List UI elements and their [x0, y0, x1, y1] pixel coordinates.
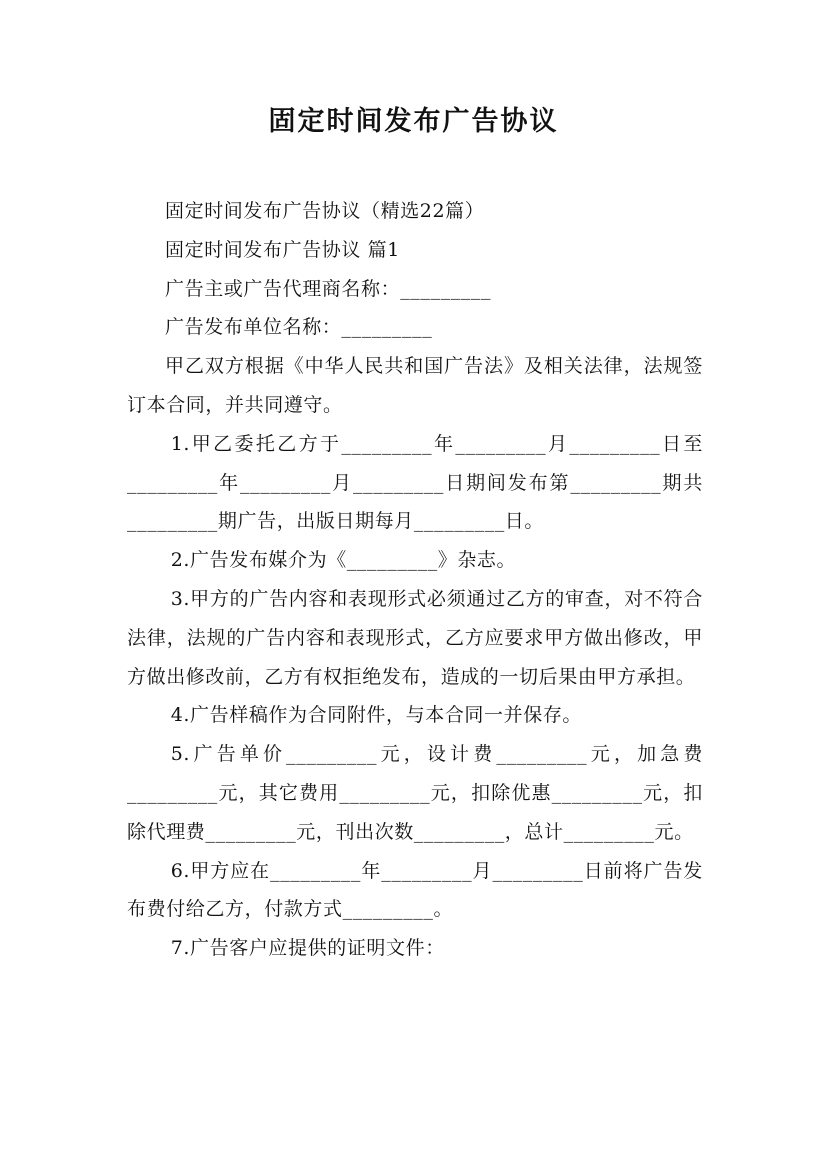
clause-4: 4.广告样稿作为合同附件，与本合同一并保存。	[170, 704, 583, 727]
document-title: 固定时间发布广告协议	[268, 106, 559, 137]
clause-3: 3.甲方的广告内容和表现形式必须通过乙方的审查，对不符合法律，法规的广告内容和表现形式，乙方应要求甲方做出修改，甲方做出修改前，乙方有权拒绝发布，造成的一切后果由甲方承担。	[127, 587, 703, 688]
paragraph-preamble: 甲乙双方根据《中华人民共和国广告法》及相关法律，法规签订本合同，并共同遵守。	[127, 355, 703, 416]
paragraph-publisher-name: 广告发布单位名称：_________	[165, 316, 433, 339]
clause-6: 6.甲方应在_________年_________月_________日前将广告发布费付给乙方，付款方式_________。	[127, 859, 703, 921]
clause-1: 1.甲乙委托乙方于_________年_________月_________日至_________年_________月_________日期间发布第_________期共_________期广告，出版日期每月_________日。	[127, 432, 703, 533]
clause-7: 7.广告客户应提供的证明文件：	[170, 937, 445, 960]
clause-2: 2.广告发布媒介为《_________》杂志。	[170, 549, 517, 572]
paragraph-advertiser-name: 广告主或广告代理商名称：_________	[165, 277, 492, 300]
paragraph-subtitle: 固定时间发布广告协议（精选22篇）	[165, 200, 485, 222]
paragraph-section-heading: 固定时间发布广告协议 篇1	[165, 238, 400, 261]
document-body	[127, 192, 703, 968]
clause-5: 5.广告单价_________元，设计费_________元，加急费_________元，其它费用_________元，扣除优惠_________元，扣除代理费_________元，刊出次数_________，总计_________元。	[127, 743, 703, 843]
